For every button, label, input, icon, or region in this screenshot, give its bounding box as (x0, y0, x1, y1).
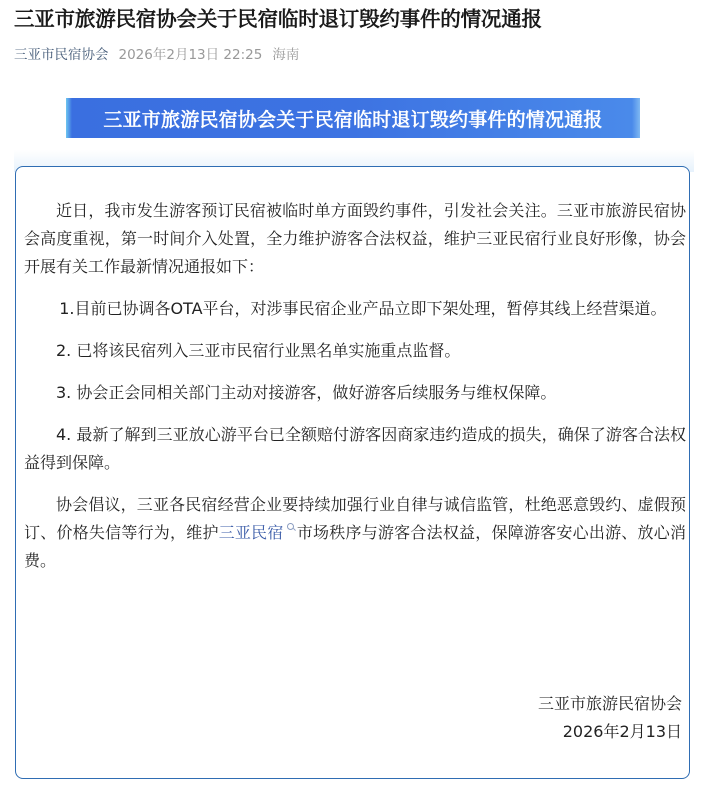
item-4: 4. 最新了解到三亚放心游平台已全额赔付游客因商家违约造成的损失，确保了游客合法权益得到保障。 (24, 425, 686, 472)
closing-paragraph (24, 491, 686, 575)
banner-title: 三亚市旅游民宿协会关于民宿临时退订毁约事件的情况通报 (103, 108, 603, 131)
item-3: 3. 协会正会同相关部门主动对接游客，做好游客后续服务与维权保障。 (56, 383, 557, 402)
signature (538, 690, 682, 746)
search-link-sanya-minsu[interactable]: 三亚民宿 (218, 523, 284, 542)
closing-text-after: 市场秩序与游客合法权益，保障游客安心出游、放心消费。 (24, 523, 686, 570)
title-banner (66, 98, 640, 138)
item-1: 1.目前已协调各OTA平台，对涉事民宿企业产品立即下架处理，暂停其线上经营渠道。 (59, 299, 667, 318)
article-title: 三亚市旅游民宿协会关于民宿临时退订毁约事件的情况通报 (14, 7, 542, 31)
intro-paragraph: 近日，我市发生游客预订民宿被临时单方面毁约事件，引发社会关注。三亚市旅游民宿协会高度重视，第一时间介入处置，全力维护游客合法权益，维护三亚民宿行业良好形像，协会开展有关工作最新情况通报如下： (24, 201, 686, 276)
publish-time: 2026年2月13日 22:25 (118, 47, 263, 63)
publish-location: 海南 (272, 47, 300, 63)
search-icon[interactable] (286, 519, 296, 533)
closing-text-before: 协会倡议，三亚各民宿经营企业要持续加强行业自律与诚信监管，杜绝恶意毁约、虚假预订、价格失信等行为，维护 (24, 495, 686, 542)
item-2: 2. 已将该民宿列入三亚市民宿行业黑名单实施重点监督。 (56, 341, 461, 360)
article-meta (14, 44, 299, 66)
signature-org: 三亚市旅游民宿协会 (537, 694, 682, 713)
notice-body (24, 197, 686, 589)
author-link[interactable]: 三亚市民宿协会 (14, 47, 109, 63)
signature-date: 2026年2月13日 (562, 722, 682, 741)
